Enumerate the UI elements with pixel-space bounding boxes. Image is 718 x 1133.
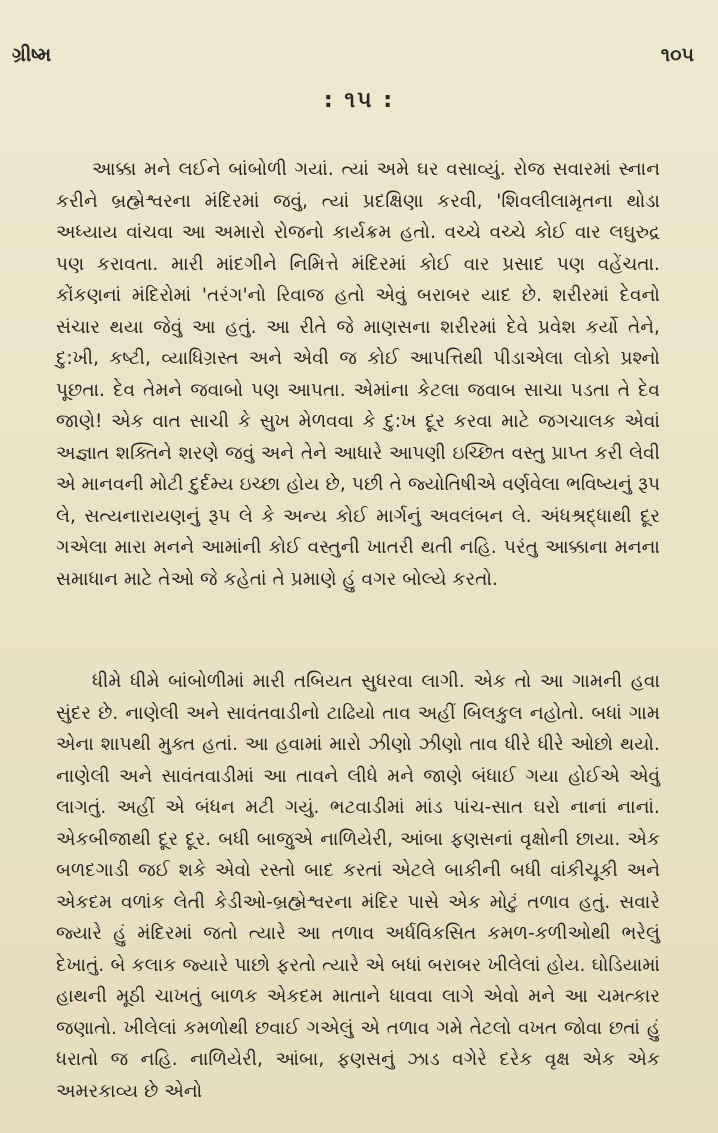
header-section-title: ગ્રીષ્મ <box>12 44 52 66</box>
paragraph-1: આક્કા મને લઈને બાંબોળી ગયાં. ત્યાં અમે ઘર વસાવ્યું. રોજ સવારમાં સ્નાન કરીને બ્રહ્મેશ્વરના મંદિરમાં જવું, ત્યાં પ્રદક્ષિણા કરવી, 'શિવલીલામૃતના થોડા અધ્યાય વાંચવા આ અમારો રોજનો કાર્યક્રમ હતો. વચ્ચે વચ્ચે કોઈ વાર લઘુરુદ્ર પણ કરાવતા. મારી માંદગીને નિમિત્તે મંદિરમાં કોઈ વાર પ્રસાદ પણ વહેંચતા. કોંકણનાં મંદિરોમાં 'તરંગ'નો રિવાજ હતો એવું બરાબર યાદ છે. શરીરમાં દેવનો સંચાર થયા જેવું આ હતું. આ રીતે જે માણસના શરીરમાં દેવે પ્રવેશ કર્યો તેને, દુ:ખી, કષ્ટી, વ્યાધિગ્રસ્ત અને એવી જ કોઈ આપત્તિથી પીડાએલા લોકો પ્રશ્નો પૂછતા. દેવ તેમને જવાબો પણ આપતા. એમાંના કેટલા જવાબ સાચા પડતા તે દેવ જાણે! એક વાત સાચી કે સુખ મેળવવા કે દુ:ખ દૂર કરવા માટે જગચાલક એવાં અજ્ઞાત શક્તિને શરણે જવું અને તેને આધારે આપણી ઇચ્છિત વસ્તુ પ્રાપ્ત કરી લેવી એ માનવની મોટી દુર્દમ્ય ઇચ્છા હોય છે, પછી તે જ્યોતિષીએ વર્ણવેલા ભવિષ્યનું રૂપ લે, સત્યનારાયણનું રૂપ લે કે અન્ય કોઈ માર્ગનું અવલંબન લે. અંધશ્રદ્ધાથી દૂર ગએલા મારા મનને આમાંની કોઈ વસ્તુની ખાતરી થતી નહિ. પરંતુ આક્કાના મનના સમાધાન માટે તેઓ જે કહેતાં તે પ્રમાણે હું વગર બોલ્યે કરતો. <box>56 159 660 590</box>
paragraph-2: ધીમે ધીમે બાંબોળીમાં મારી તબિયત સુધરવા લાગી. એક તો આ ગામની હવા સુંદર છે. નાણેલી અને સાવંતવાડીનો ટાઢિયો તાવ અહીં બિલકુલ નહોતો. બધાં ગામ એના શાપથી મુક્ત હતાં. આ હવામાં મારો ઝીણો ઝીણો તાવ ધીરે ધીરે ઓછો થયો. નાણેલી અને સાવંતવાડીમાં આ તાવને લીધે મને જાણે બંધાઈ ગયા હોઈએ એવું લાગતું. અહીં એ બંધન મટી ગયું. ભટવાડીમાં માંડ પાંચ-સાત ઘરો નાનાં નાનાં. એકબીજાથી દૂર દૂર. બધી બાજુએ નાળિયેરી, આંબા ફણસનાં વૃક્ષોની છાયા. એક બળદગાડી જઈ શકે એવો રસ્તો બાદ કરતાં એટલે બાકીની બધી વાંકીચૂકી અને એકદમ વળાંક લેતી કેડીઓ-બ્રહ્મેશ્વરના મંદિર પાસે એક મોટું તળાવ હતું. સવારે જ્યારે હું મંદિરમાં જતો ત્યારે આ તળાવ અર્ધવિકસિત કમળ-કળીઓથી ભરેલું દેખાતું. બે કલાક જ્યારે પાછો ફરતો ત્યારે એ બધાં બરાબર ખીલેલાં હોય. ઘોડિયામાં હાથની મૂઠી ચાખતું બાળક એકદમ માતાને ધાવવા લાગે એવો મને આ ચમત્કાર જણાતો. ખીલેલાં કમળોથી છવાઈ ગએલું એ તળાવ ગમે તેટલો વખત જોવા છતાં હું ધરાતો જ નહિ. નાળિયેરી, આંબા, ફણસનું ઝાડ વગેરે દરેક વૃક્ષ એક એક અમરકાવ્ય છે એનો <box>56 671 660 1102</box>
chapter-number: : ૧૫ : <box>323 88 395 113</box>
running-header <box>12 44 694 76</box>
page-number: ૧૦૫ <box>660 44 694 66</box>
